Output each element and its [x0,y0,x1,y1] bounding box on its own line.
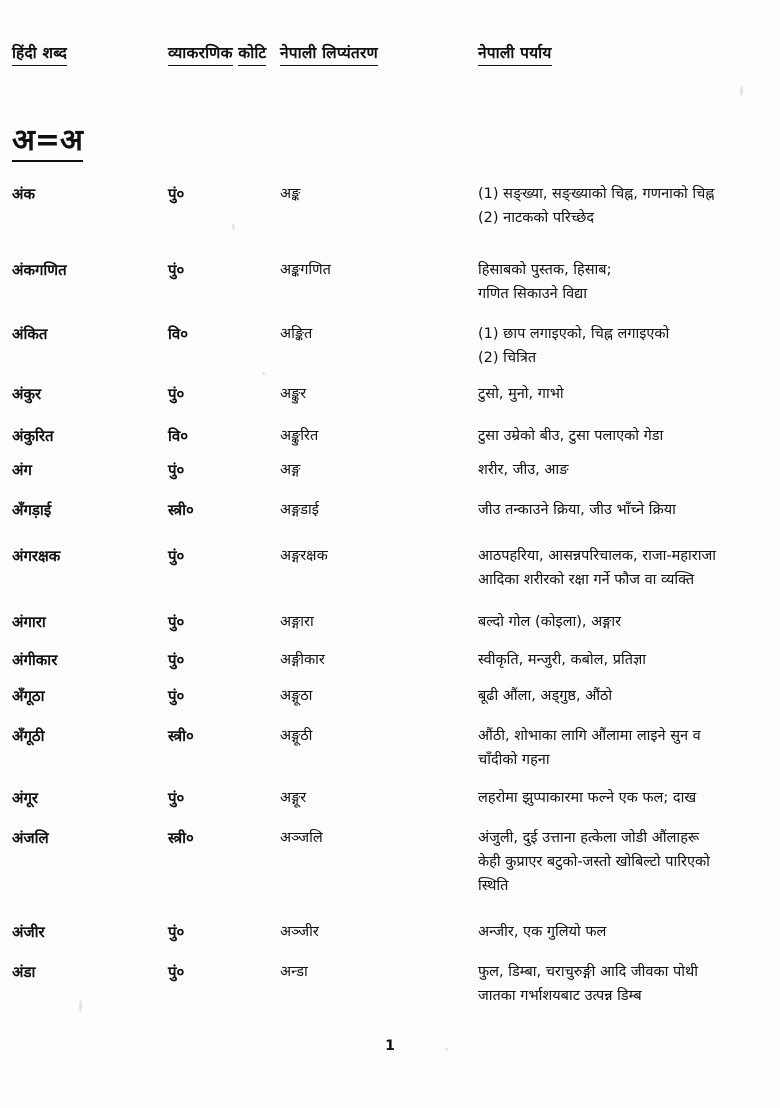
entry-nepali-synonym [478,544,774,592]
entry-nepali-transliteration: अङ्गरक्षक [280,548,328,564]
entry-hindi-word: अँगड़ाई [12,501,52,519]
entry-hindi-word: अंगरक्षक [12,547,61,565]
column-header-grammatical-category [168,42,273,66]
entry-definition-line: अंजुली, दुई उत्ताना हत्केला जोडी औंलाहरू [478,830,700,846]
entry-hindi-word: अँगूठी [12,727,45,745]
column-header-nepali-transliteration-label: नेपाली लिप्यंतरण [280,42,378,66]
entry-definition-line: जीउ तन्काउने क्रिया, जीउ भाँच्ने क्रिया [478,502,676,518]
entry-definition-line: आठपहरिया, आसन्नपरिचालक, राजा-महाराजा [478,548,716,564]
entry-definition-line: आदिका शरीरको रक्षा गर्ने फौज वा व्यक्ति [478,572,695,588]
entry-grammatical-category: पुं० [168,923,185,941]
entry-definition-line: (1) छाप लगाइएको, चिह्न लगाइएको [478,326,670,342]
entry-definition-line: (2) नाटकको परिच्छेद [478,210,595,226]
entry-hindi-word: अंग [12,461,32,479]
entry-nepali-synonym [478,322,774,370]
entry-definition-line: फुल, डिम्बा, चराचुरुङ्गी आदि जीवका पोथी [478,964,698,980]
section-heading: अ=अ [12,124,83,162]
column-header-grammatical-category-line1: व्याकरणिक [168,42,233,66]
entry-hindi-word: अंजलि [12,829,49,847]
entry-grammatical-category: पुं० [168,547,185,565]
entry-definition-line: औंठी, शोभाका लागि औंलामा लाइने सुन व [478,728,701,744]
entry-grammatical-category: पुं० [168,613,185,631]
entry-grammatical-category: पुं० [168,385,185,403]
entry-nepali-transliteration: अङ्कुरित [280,428,319,444]
column-header-grammatical-category-line2: कोटि [238,42,266,66]
entry-hindi-word: अँगूठा [12,687,45,705]
entry-definition-line: गणित सिकाउने विद्या [478,286,588,302]
entry-definition-line: हिसाबको पुस्तक, हिसाब; [478,262,612,278]
entry-hindi-word: अंगीकार [12,651,58,669]
entry-nepali-synonym [478,610,774,634]
entry-definition-line: लहरोमा झुप्पाकारमा फल्ने एक फल; दाख [478,790,697,806]
entry-nepali-transliteration: अञ्जलि [280,830,323,846]
entry-nepali-synonym [478,684,774,708]
entry-definition-line: बूढी औंला, अड्गुष्ठ, औंठो [478,688,613,704]
entry-nepali-transliteration: अङ्ग [280,462,301,478]
entry-definition-line: स्थिति [478,878,509,894]
entry-nepali-synonym [478,920,774,944]
entry-hindi-word: अंजीर [12,923,45,941]
entry-grammatical-category: वि० [168,325,189,343]
entry-hindi-word: अंकुरित [12,427,54,445]
entry-hindi-word: अंडा [12,963,36,981]
entry-nepali-synonym [478,382,774,406]
entry-hindi-word: अंकगणित [12,261,67,279]
entry-grammatical-category: पुं० [168,185,185,203]
entry-grammatical-category: पुं० [168,461,185,479]
entry-nepali-synonym [478,258,774,306]
table-header-row [0,42,780,112]
entry-nepali-synonym [478,498,774,522]
scan-speck [79,1000,82,1012]
entry-nepali-synonym [478,724,774,772]
entry-nepali-transliteration: अङ्कगणित [280,262,331,278]
entry-grammatical-category: वि० [168,427,189,445]
entry-hindi-word: अंगारा [12,613,46,631]
column-header-hindi-word [12,42,162,66]
entry-nepali-transliteration: अङ्कुर [280,386,307,402]
entry-definition-line: केही कुप्राएर बटुको-जस्तो खोबिल्टो पारिएको [478,854,710,870]
entry-definition-line: शरीर, जीउ, आङ [478,462,569,478]
entry-definition-line: टुसो, मुनो, गाभो [478,386,564,402]
entry-definition-line: बल्दो गोल (कोइला), अङ्गार [478,614,622,630]
column-header-nepali-synonym-label: नेपाली पर्याय [478,42,552,66]
entry-nepali-transliteration: अङ्गूठा [280,688,313,704]
entry-nepali-synonym [478,960,774,1008]
entry-nepali-synonym [478,826,774,898]
entry-definition-line: चाँदीको गहना [478,752,550,768]
entry-hindi-word: अंकुर [12,385,42,403]
entry-nepali-transliteration: अञ्जीर [280,924,319,940]
entry-nepali-transliteration: अङ्कित [280,326,313,342]
entry-nepali-synonym [478,182,774,230]
page-number: 1 [385,1038,395,1054]
entry-hindi-word: अंकित [12,325,48,343]
entry-grammatical-category: पुं० [168,261,185,279]
entry-nepali-synonym [478,458,774,482]
entry-definition-line: (1) सङ्ख्या, सङ्ख्याको चिह्न, गणनाको चिह्न [478,186,715,202]
column-header-nepali-transliteration [280,42,470,66]
entry-nepali-transliteration: अन्डा [280,964,308,980]
entry-definition-line: स्वीकृति, मन्जुरी, कबोल, प्रतिज्ञा [478,652,647,668]
entry-nepali-synonym [478,648,774,672]
entry-grammatical-category: पुं० [168,651,185,669]
entry-nepali-transliteration: अङ्गारा [280,614,314,630]
entry-grammatical-category: पुं० [168,963,185,981]
entry-nepali-transliteration: अङ्गीकार [280,652,325,668]
entry-grammatical-category: स्त्री० [168,829,194,847]
entry-definition-line: अन्जीर, एक गुलियो फल [478,924,607,940]
entry-nepali-transliteration: अङ्गूठी [280,728,313,744]
entry-nepali-transliteration: अङ्गडाई [280,502,319,518]
entry-definition-line: टुसा उम्रेको बीउ, टुसा पलाएको गेडा [478,428,664,444]
scan-speck [232,224,235,230]
entry-hindi-word: अंगूर [12,789,39,807]
entry-nepali-transliteration: अङ्गूर [280,790,307,806]
entry-nepali-synonym [478,424,774,448]
entry-definition-line: जातका गर्भाशयबाट उत्पन्न डिम्ब [478,988,642,1004]
scan-speck [262,372,265,375]
entry-hindi-word: अंक [12,185,35,203]
entry-grammatical-category: स्त्री० [168,727,194,745]
column-header-hindi-word-label: हिंदी शब्द [12,42,67,66]
entry-grammatical-category: पुं० [168,687,185,705]
entry-nepali-transliteration: अङ्क [280,186,301,202]
entry-definition-line: (2) चित्रित [478,350,537,366]
column-header-nepali-synonym [478,42,774,66]
entry-grammatical-category: स्त्री० [168,501,194,519]
entry-grammatical-category: पुं० [168,789,185,807]
entry-nepali-synonym [478,786,774,810]
